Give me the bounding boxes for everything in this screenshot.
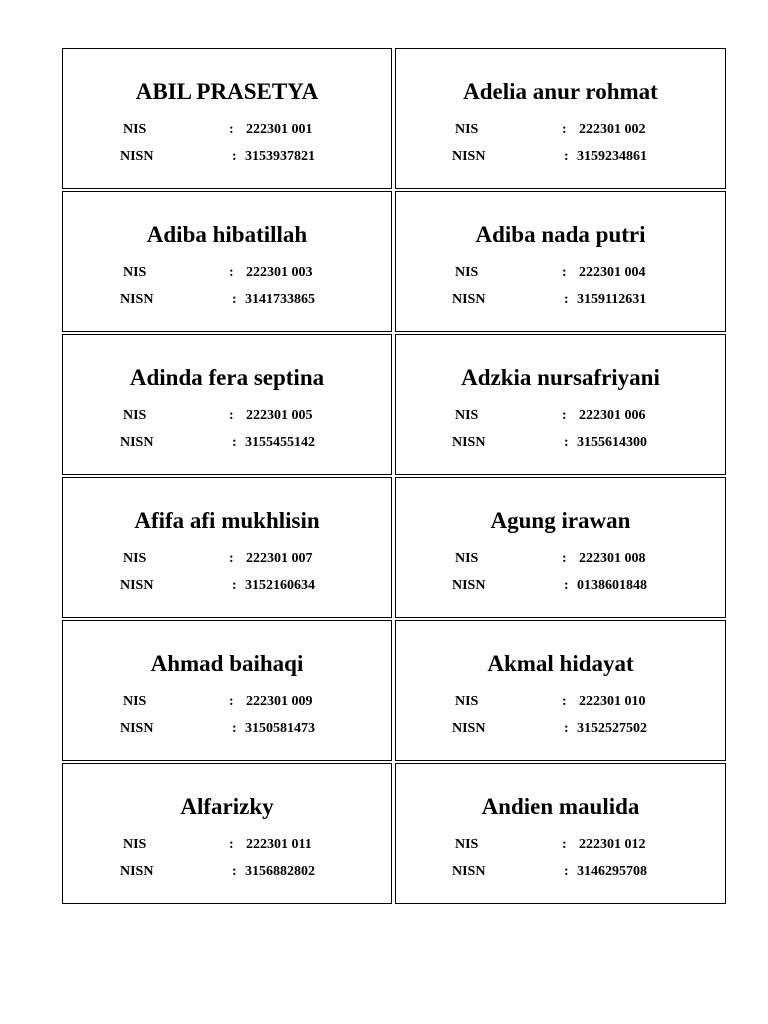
nis-label: NIS bbox=[455, 694, 479, 709]
nis-label: NIS bbox=[123, 122, 147, 137]
nisn-label: NISN bbox=[452, 864, 486, 879]
nis-label: NIS bbox=[455, 551, 479, 566]
student-name: Ahmad baihaqi bbox=[150, 651, 304, 676]
nis-separator: : bbox=[229, 551, 234, 566]
nis-value: 222301 007 bbox=[246, 551, 313, 566]
nisn-value: 3159234861 bbox=[577, 149, 647, 164]
student-card-5 bbox=[62, 334, 392, 475]
nis-value: 222301 011 bbox=[246, 837, 312, 852]
nis-separator: : bbox=[562, 837, 567, 852]
nisn-label: NISN bbox=[120, 578, 154, 593]
nisn-value: 3156882802 bbox=[245, 864, 315, 879]
nisn-separator: : bbox=[232, 149, 237, 164]
nisn-separator: : bbox=[232, 721, 237, 736]
nisn-value: 3155455142 bbox=[245, 435, 315, 450]
nisn-label: NISN bbox=[452, 435, 486, 450]
nisn-value: 3155614300 bbox=[577, 435, 647, 450]
nisn-separator: : bbox=[232, 435, 237, 450]
nisn-separator: : bbox=[564, 864, 569, 879]
nisn-label: NISN bbox=[452, 149, 486, 164]
nis-value: 222301 006 bbox=[579, 408, 646, 423]
student-card-11 bbox=[62, 763, 392, 904]
nisn-value: 0138601848 bbox=[577, 578, 647, 593]
nisn-separator: : bbox=[232, 292, 237, 307]
nis-value: 222301 009 bbox=[246, 694, 313, 709]
nisn-label: NISN bbox=[120, 721, 154, 736]
student-card-6 bbox=[395, 334, 726, 475]
nisn-value: 3150581473 bbox=[245, 721, 315, 736]
student-card-3 bbox=[62, 191, 392, 332]
nis-value: 222301 002 bbox=[579, 122, 646, 137]
student-name: Alfarizky bbox=[180, 794, 274, 819]
nisn-label: NISN bbox=[452, 721, 486, 736]
student-card-4 bbox=[395, 191, 726, 332]
nisn-value: 3146295708 bbox=[577, 864, 647, 879]
nisn-label: NISN bbox=[452, 292, 486, 307]
nisn-value: 3153937821 bbox=[245, 149, 315, 164]
nis-separator: : bbox=[562, 408, 567, 423]
student-name: Andien maulida bbox=[481, 794, 640, 819]
nis-value: 222301 001 bbox=[246, 122, 313, 137]
nisn-separator: : bbox=[564, 292, 569, 307]
nisn-label: NISN bbox=[452, 578, 486, 593]
nis-separator: : bbox=[562, 122, 567, 137]
student-name: Adzkia nursafriyani bbox=[461, 365, 660, 390]
student-name: Adelia anur rohmat bbox=[463, 79, 658, 104]
nisn-value: 3152160634 bbox=[245, 578, 315, 593]
student-name: Adinda fera septina bbox=[129, 365, 325, 390]
student-card-8 bbox=[395, 477, 726, 618]
nisn-value: 3152527502 bbox=[577, 721, 647, 736]
nis-value: 222301 008 bbox=[579, 551, 646, 566]
nis-label: NIS bbox=[455, 265, 479, 280]
nis-separator: : bbox=[562, 551, 567, 566]
nisn-separator: : bbox=[564, 578, 569, 593]
nis-value: 222301 012 bbox=[579, 837, 646, 852]
student-name: Afifa afi mukhlisin bbox=[134, 508, 320, 533]
nisn-label: NISN bbox=[120, 149, 154, 164]
nis-label: NIS bbox=[455, 122, 479, 137]
nisn-separator: : bbox=[232, 578, 237, 593]
nis-label: NIS bbox=[123, 265, 147, 280]
student-card-7 bbox=[62, 477, 392, 618]
nisn-label: NISN bbox=[120, 864, 154, 879]
nis-label: NIS bbox=[123, 694, 147, 709]
nis-separator: : bbox=[229, 122, 234, 137]
nis-label: NIS bbox=[123, 408, 147, 423]
nis-separator: : bbox=[562, 694, 567, 709]
student-name: Adiba nada putri bbox=[475, 222, 646, 247]
nis-value: 222301 004 bbox=[579, 265, 646, 280]
nis-separator: : bbox=[229, 265, 234, 280]
nis-value: 222301 010 bbox=[579, 694, 646, 709]
nis-value: 222301 003 bbox=[246, 265, 313, 280]
student-card-1 bbox=[62, 48, 392, 189]
nisn-separator: : bbox=[564, 721, 569, 736]
student-card-10 bbox=[395, 620, 726, 761]
nis-value: 222301 005 bbox=[246, 408, 313, 423]
nisn-value: 3159112631 bbox=[577, 292, 647, 307]
nisn-separator: : bbox=[232, 864, 237, 879]
nis-separator: : bbox=[229, 837, 234, 852]
nis-label: NIS bbox=[455, 408, 479, 423]
nisn-label: NISN bbox=[120, 292, 154, 307]
student-card-2 bbox=[395, 48, 726, 189]
nis-separator: : bbox=[229, 408, 234, 423]
nis-separator: : bbox=[562, 265, 567, 280]
nis-label: NIS bbox=[123, 837, 147, 852]
nis-label: NIS bbox=[455, 837, 479, 852]
nis-label: NIS bbox=[123, 551, 147, 566]
nisn-label: NISN bbox=[120, 435, 154, 450]
nisn-separator: : bbox=[564, 435, 569, 450]
student-name: ABIL PRASETYA bbox=[135, 79, 319, 104]
student-name: Agung irawan bbox=[490, 508, 631, 533]
student-name: Akmal hidayat bbox=[487, 651, 634, 676]
student-name: Adiba hibatillah bbox=[146, 222, 308, 247]
nisn-value: 3141733865 bbox=[245, 292, 315, 307]
student-card-12 bbox=[395, 763, 726, 904]
nisn-separator: : bbox=[564, 149, 569, 164]
student-card-9 bbox=[62, 620, 392, 761]
nis-separator: : bbox=[229, 694, 234, 709]
